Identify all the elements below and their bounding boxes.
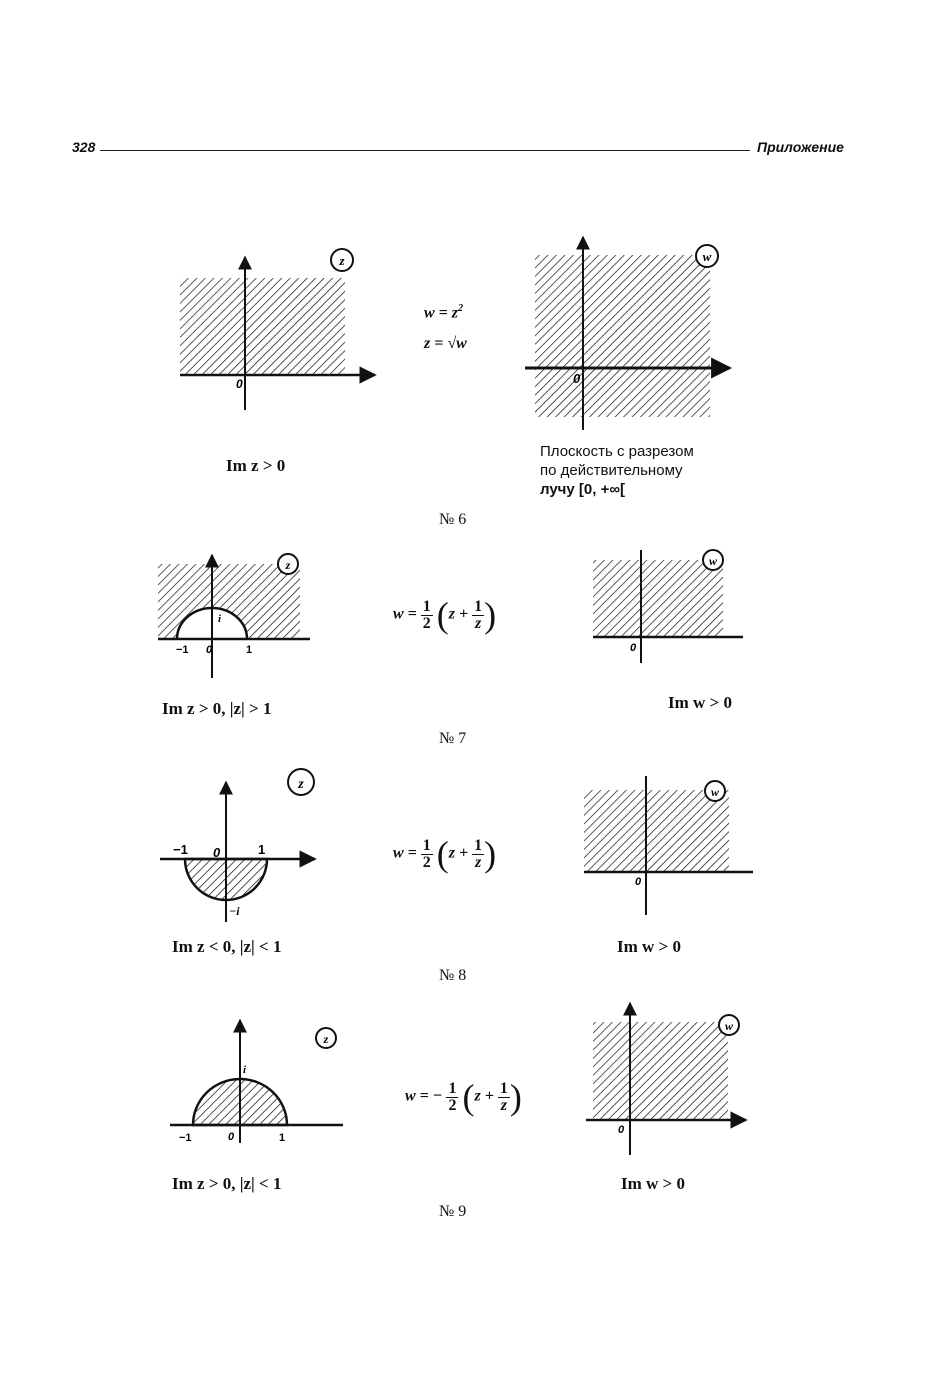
problem-8-number: № 8 <box>439 967 467 984</box>
tick-i-label: i <box>243 1064 247 1076</box>
problem-6-w-note <box>540 442 694 499</box>
shaded-region <box>180 278 345 375</box>
page-number: 328 <box>72 139 96 155</box>
problem-9-z-condition: Im z > 0, |z| < 1 <box>172 1174 282 1193</box>
problem-9-z-plane <box>165 1015 350 1145</box>
problem-9-w-condition: Im w > 0 <box>621 1174 685 1193</box>
coef-num: 1 <box>448 1079 457 1097</box>
problem-6-mapping-inverse: z = √w <box>424 335 467 352</box>
mapping-lhs: w = − <box>405 1087 443 1105</box>
problem-6-mapping-forward <box>424 303 463 322</box>
origin-label: 0 <box>228 1131 235 1143</box>
plane-label: z <box>339 253 345 268</box>
problem-7-z-plane <box>150 550 315 680</box>
shaded-region <box>593 560 723 637</box>
inner-fraction <box>498 1081 510 1114</box>
inner-den: z <box>475 614 482 632</box>
tick-neg-i-label: −i <box>229 904 240 918</box>
inner-den: z <box>500 1096 507 1114</box>
shaded-region <box>535 255 710 417</box>
tick-neg-one-label: −1 <box>179 1132 192 1144</box>
inner-z: z + <box>448 605 469 623</box>
plane-label: z <box>285 558 291 572</box>
origin-label: 0 <box>573 371 581 386</box>
note-line-1: Плоскость с разрезом <box>540 443 694 460</box>
origin-label: 0 <box>206 644 213 656</box>
inner-num: 1 <box>499 1079 508 1097</box>
coef-den: 2 <box>422 614 431 632</box>
tick-neg-one-label: −1 <box>176 644 189 656</box>
mapping-lhs: w = <box>393 605 417 623</box>
problem-9-w-plane <box>583 1000 753 1160</box>
problem-7-mapping: w = $\frac{1}{2}$ (z + $\frac{1}{z}$ ) <box>393 595 497 635</box>
plane-label: z <box>298 777 304 792</box>
header-title: Приложение <box>757 139 844 155</box>
mapping-lhs: w = <box>393 844 417 862</box>
coef-fraction <box>421 838 433 871</box>
shaded-region <box>584 790 729 872</box>
origin-label: 0 <box>635 876 642 888</box>
inner-z: z + <box>474 1087 494 1105</box>
origin-label: 0 <box>630 642 637 654</box>
problem-9-mapping: w = − $\frac{1}{2}$ (z + $\frac{1}{z}$ ) <box>405 1077 522 1117</box>
problem-8-z-condition: Im z < 0, |z| < 1 <box>172 937 282 956</box>
problem-6-w-plane <box>525 235 740 425</box>
inner-num: 1 <box>474 597 483 615</box>
origin-label: 0 <box>236 377 243 391</box>
coef-num: 1 <box>422 597 431 615</box>
plane-label: w <box>724 1019 734 1033</box>
tick-i-label: i <box>218 613 222 625</box>
inner-fraction <box>472 838 484 871</box>
problem-7-w-condition: Im w > 0 <box>668 693 732 712</box>
coef-fraction <box>421 599 433 632</box>
problem-9-number: № 9 <box>439 1203 467 1220</box>
problem-7-number: № 7 <box>439 730 467 747</box>
coef-den: 2 <box>448 1096 457 1114</box>
coef-num: 1 <box>422 836 431 854</box>
header-rule <box>100 150 750 151</box>
mapping-exponent: 2 <box>458 303 464 314</box>
inner-num: 1 <box>474 836 483 854</box>
problem-6-z-condition: Im z > 0 <box>226 456 286 475</box>
note-line-3: лучу [0, +∞[ <box>540 481 626 498</box>
inner-den: z <box>475 853 482 871</box>
problem-7-w-plane <box>585 545 750 665</box>
problem-8-mapping: w = $\frac{1}{2}$ (z + $\frac{1}{z}$ ) <box>393 834 497 874</box>
problem-8-z-plane <box>155 762 330 927</box>
mapping-line1: w = z <box>424 304 459 322</box>
origin-label: 0 <box>213 845 221 860</box>
tick-neg-one-label: −1 <box>173 842 188 857</box>
tick-one-label: 1 <box>279 1132 286 1144</box>
inner-fraction <box>472 599 484 632</box>
plane-label: z <box>323 1032 329 1046</box>
problem-6-number: № 6 <box>439 511 467 528</box>
problem-8-w-condition: Im w > 0 <box>617 937 681 956</box>
plane-label: w <box>702 249 712 264</box>
tick-one-label: 1 <box>258 842 266 857</box>
coef-fraction <box>446 1081 458 1114</box>
plane-label: w <box>710 785 720 799</box>
plane-label: w <box>708 554 718 568</box>
coef-den: 2 <box>422 853 431 871</box>
problem-8-w-plane <box>578 770 758 920</box>
problem-7-z-condition: Im z > 0, |z| > 1 <box>162 699 272 718</box>
origin-label: 0 <box>618 1124 625 1136</box>
inner-z: z + <box>448 844 469 862</box>
tick-one-label: 1 <box>246 644 253 656</box>
shaded-region <box>593 1022 728 1120</box>
problem-6-z-plane <box>170 245 390 420</box>
note-line-2: по действительному <box>540 462 683 479</box>
